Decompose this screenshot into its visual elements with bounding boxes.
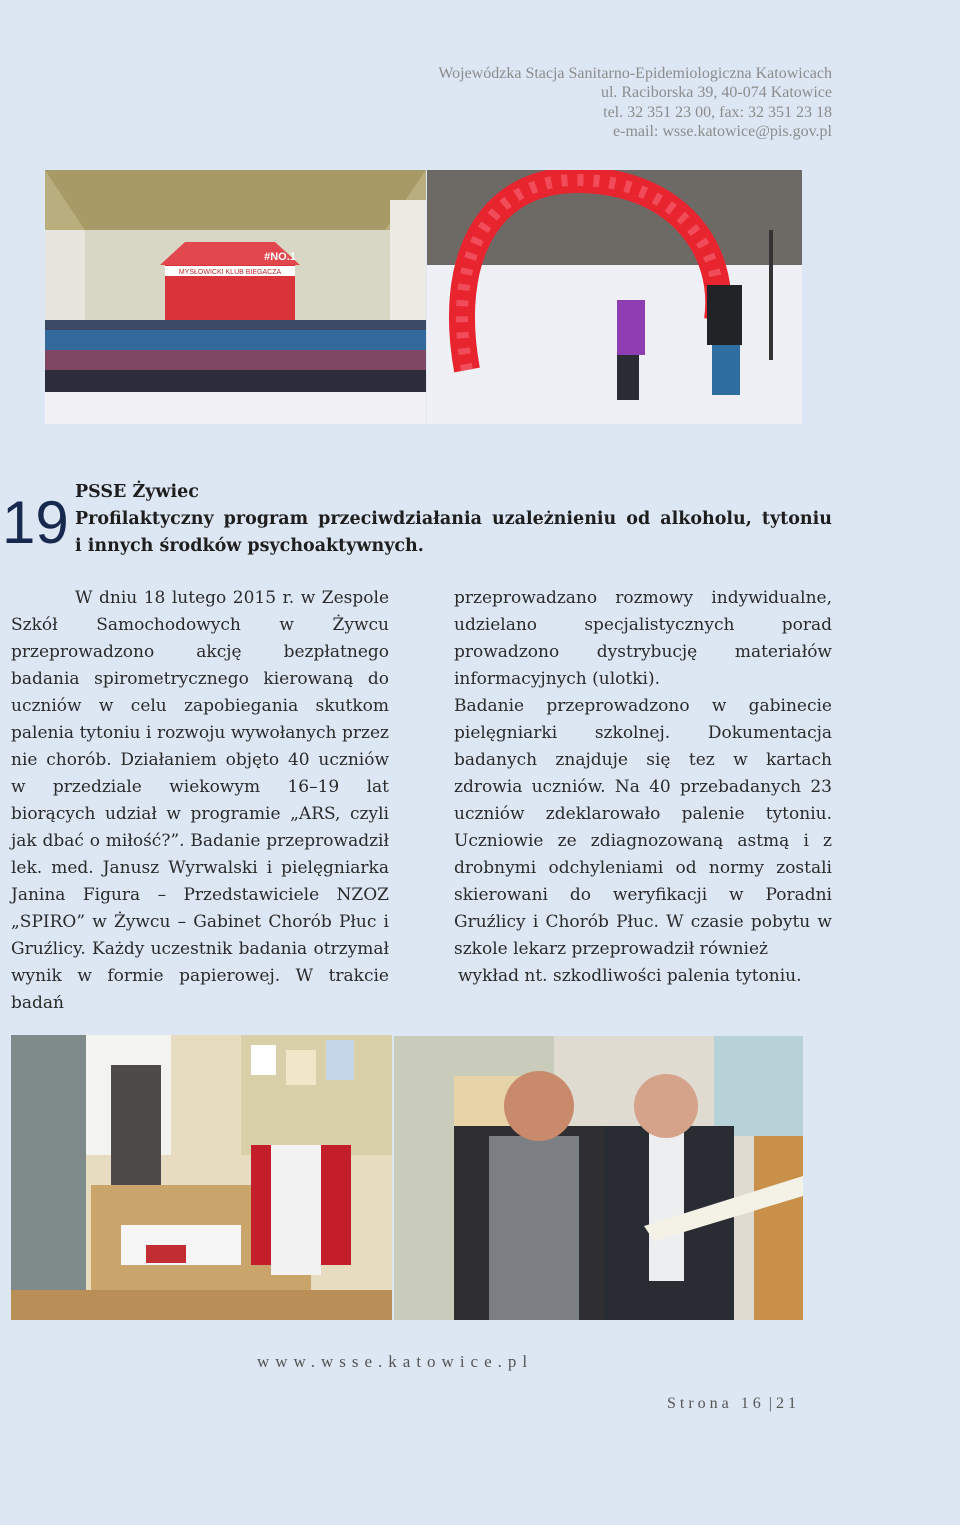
- page-current: 16: [740, 1395, 765, 1412]
- body-paragraph-right-3: wykład nt. szkodliwości palenia tytoniu.: [458, 966, 802, 986]
- header-email: e-mail: wsse.katowice@pis.gov.pl: [613, 122, 832, 140]
- body-paragraph-right-2: Badanie przeprowadzono w gabinecie pielęgniarki szkolnej. Dokumentacja badanych znajduje się tez w kartach zdrowia uczniów. Na 40 przebadanych 23 uczniów zdeklarowało palenie tytoniu. Uczniowie ze zdiagnozowaną astmą i z drobnymi odchyleniami od normy zostali skierowani do weryfikacji w Poradni Gruźlicy i Chorób Płuc. W czasie pobytu w szkole lekarz przeprowadził również: [454, 696, 832, 959]
- body-paragraph-left: W dniu 18 lutego 2015 r. w Zespole Szkół Samochodowych w Żywcu przeprowadzono akcję bezpłatnego badania spirometrycznego kierowaną do uczniów w celu zapobiegania skutkom palenia tytoniu i rozwoju wywołanych przez nie chorób. Działaniem objęto 40 uczniów w przedziale wiekowym 16–19 lat biorących udział w programie „ARS, czyli jak dbać o miłość?”. Badanie przeprowadził lek. med. Janusz Wyrwalski i pielęgniarka Janina Figura – Przedstawiciele NZOZ „SPIRO” w Żywcu – Gabinet Chorób Płuc i Gruźlicy. Każdy uczestnik badania otrzymał wynik w formie papierowej. W trakcie badań: [11, 588, 389, 1013]
- header-name: Wojewódzka Stacja Sanitarno-Epidemiologiczna Katowicach: [438, 65, 832, 82]
- section-org: PSSE Żywiec: [75, 482, 199, 502]
- page-separator: |: [764, 1395, 776, 1412]
- body-column-right: [454, 585, 832, 990]
- banner-sub: MYSŁOWICKI KLUB BIEGACZA: [178, 269, 282, 276]
- header-address: ul. Raciborska 39, 40-074 Katowice: [600, 84, 832, 102]
- photo-balloon-run: [427, 170, 802, 424]
- section-title-line1: Profilaktyczny program przeciwdziałania uzależnieniu od alkoholu, tytoniu: [75, 509, 832, 529]
- page-total: 21: [775, 1395, 800, 1412]
- page-label: Strona: [667, 1395, 733, 1412]
- photo-group-rally: [45, 170, 426, 424]
- photo-handshake-diploma: [394, 1036, 803, 1320]
- body-column-left: [11, 585, 389, 1017]
- body-paragraph-right-1: przeprowadzano rozmowy indywidualne, udzielano specjalistycznych porad prowadzono dystrybucję materiałów informacyjnych (ulotki).: [454, 588, 832, 689]
- section-heading: [75, 479, 832, 560]
- banner-text: #NO.1: [264, 251, 296, 263]
- header-phone: tel. 32 351 23 00, fax: 32 351 23 18: [603, 103, 832, 121]
- footer-website-link[interactable]: www.wsse.katowice.pl: [257, 1352, 534, 1371]
- institution-header: [438, 64, 832, 141]
- section-number: 19: [2, 489, 69, 556]
- photo-spirometry-exam: [11, 1035, 392, 1320]
- section-title-line2: i innych środków psychoaktywnych.: [75, 536, 424, 556]
- page-number: [667, 1395, 800, 1413]
